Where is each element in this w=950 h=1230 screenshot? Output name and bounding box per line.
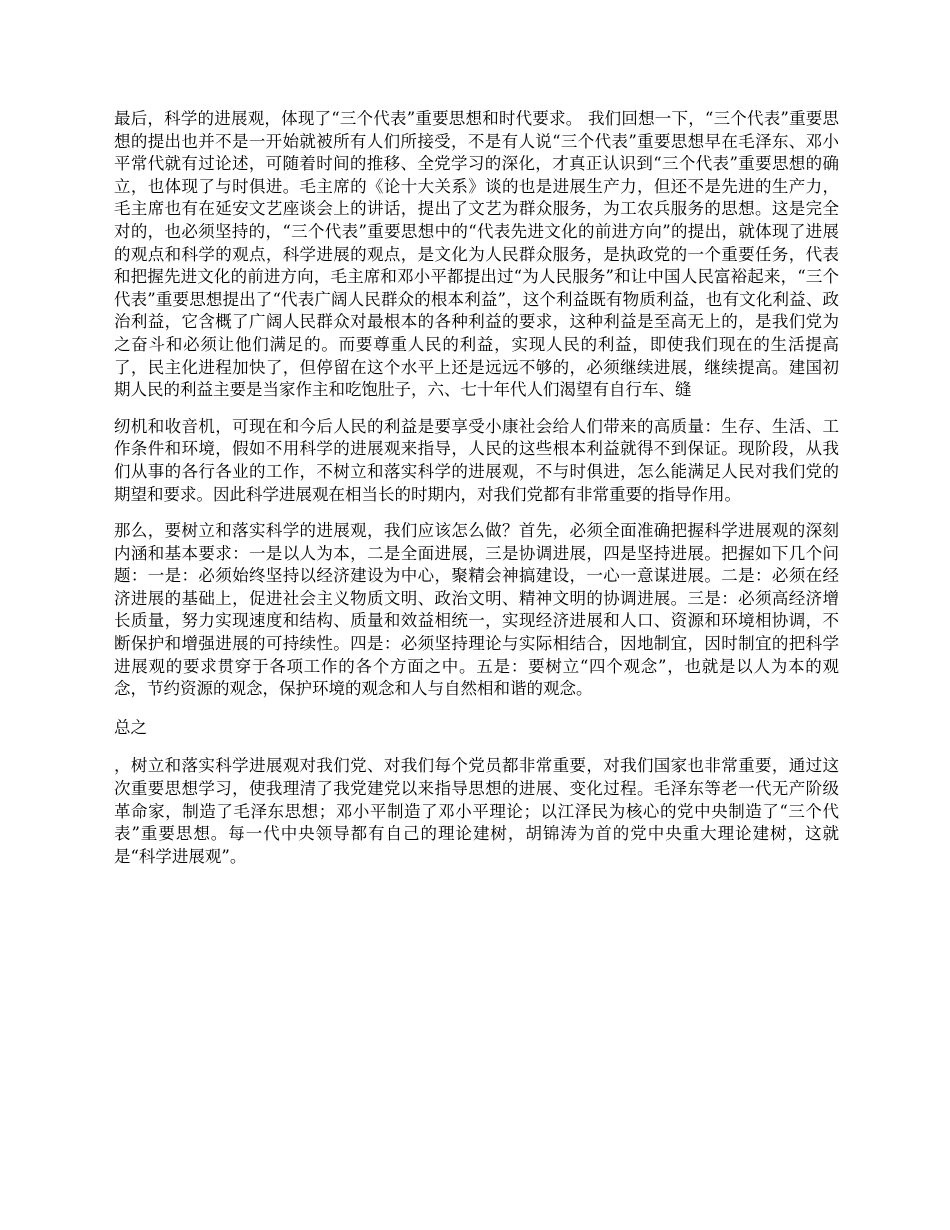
paragraph-conclusion: ，树立和落实科学进展观对我们党、对我们每个党员都非常重要，对我们国家也非常重要，通过这次重要思想学习，使我理清了我党建党以来指导思想的进展、变化过程。毛泽东等老一代无产阶级革命家，制造了毛泽东思想；邓小平制造了邓小平理论；以江泽民为核心的党中央制造了“三个代表”重要思想。每一代中央领导都有自己的理论建树，胡锦涛为首的党中央重大理论建树，这就是“科学进展观”。 [114,756,839,866]
document-page [114,108,839,868]
paragraph-conclusion-heading: 总之 [114,717,147,737]
paragraph-people-interests: 纫机和收音机，可现在和今后人民的利益是要享受小康社会给人们带来的高质量：生存、生活、工作条件和环境，假如不用科学的进展观来指导，人民的这些根本利益就得不到保证。现阶段，从我们从事的各行各业的工作，不树立和落实科学的进展观，不与时俱进，怎么能满足人民对我们党的期望和要求。因此科学进展观在相当长的时期内，对我们党都有非常重要的指导作用。 [114,416,839,504]
paragraph-three-represents: 最后，科学的进展观，体现了“三个代表”重要思想和时代要求。 我们回想一下，“三个代表”重要思想的提出也并不是一开始就被所有人们所接受，不是有人说“三个代表”重要思想早在毛泽东、邓小平常代就有过论述，可随着时间的推移、全党学习的深化，才真正认识到“三个代表”重要思想的确立，也体现了与时俱进。毛主席的《论十大关系》谈的也是进展生产力，但还不是先进的生产力，毛主席也有在延安文艺座谈会上的讲话，提出了文艺为群众服务，为工农兵服务的思想。这是完全对的，也必须坚持的，“三个代表”重要思想中的“代表先进文化的前进方向”的提出，就体现了进展的观点和科学的观点，科学进展的观点，是文化为人民群众服务，是执政党的一个重要任务，代表和把握先进文化的前进方向，毛主席和邓小平都提出过“为人民服务”和让中国人民富裕起来，“三个代表”重要思想提出了“代表广阔人民群众的根本利益”，这个利益既有物质利益，也有文化利益、政治利益，它含概了广阔人民群众对最根本的各种利益的要求，这种利益是至高无上的，是我们党为之奋斗和必须让他们满足的。而要尊重人民的利益，实现人民的利益，即使我们现在的生活提高了，民主化进程加快了，但停留在这个水平上还是远远不够的，必须继续进展，继续提高。建国初期人民的利益主要是当家作主和吃饱肚子，六、七十年代人们渴望有自行车、缝 [114,109,839,400]
paragraph-how-to-implement: 那么，要树立和落实科学的进展观，我们应该怎么做？首先，必须全面准确把握科学进展观的深刻内涵和基本要求：一是以人为本，二是全面进展，三是协调进展，四是坚持进展。把握如下几个问题：一是：必须始终坚持以经济建设为中心，聚精会神搞建设，一心一意谋进展。二是：必须在经济进展的基础上，促进社会主义物质文明、政治文明、精神文明的协调进展。三是：必须高经济增长质量，努力实现速度和结构、质量和效益相统一，实现经济进展和人口、资源和环境相协调，不断保护和增强进展的可持续性。四是：必须坚持理论与实际相结合，因地制宜，因时制宜的把科学进展观的要求贯穿于各项工作的各个方面之中。五是：要树立“四个观念”，也就是以人为本的观念，节约资源的观念，保护环境的观念和人与自然相和谐的观念。 [114,521,839,699]
